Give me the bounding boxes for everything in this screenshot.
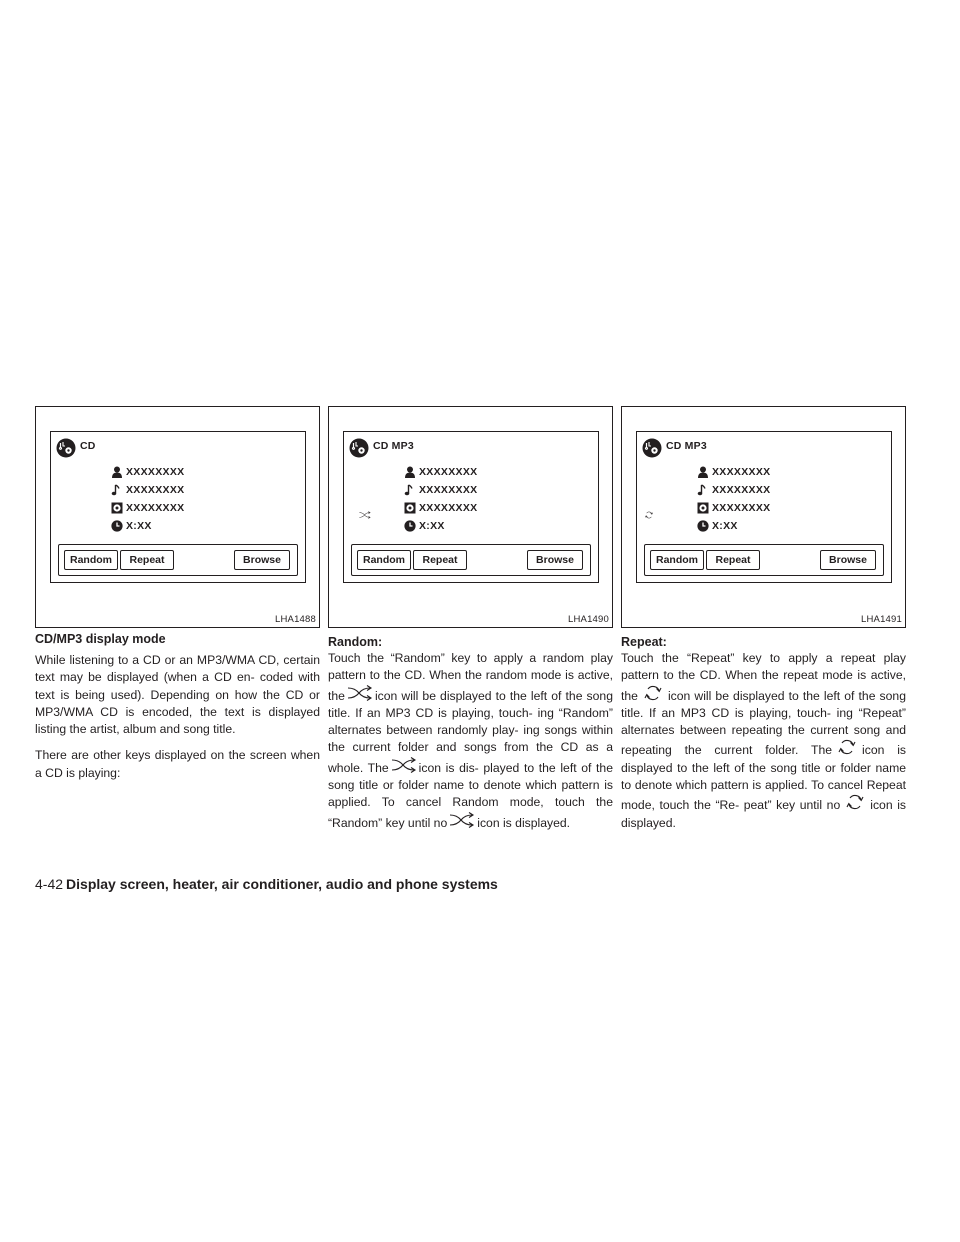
heading-display-mode: CD/MP3 display mode: [35, 632, 166, 646]
button-bar: [58, 544, 298, 576]
clock-icon: [111, 520, 123, 532]
song-text: XXXXXXXX: [126, 484, 185, 496]
artist-row: [697, 465, 770, 479]
album-icon: [404, 502, 416, 514]
repeat-text-1: Touch the “Repeat” key to apply a repeat play pattern to the CD. When the repeat mode is active, the: [621, 651, 906, 703]
screen-cd-mp3-repeat: [636, 431, 892, 583]
column-display-mode: [35, 632, 320, 791]
section-title: Display screen, heater, air conditioner, audio and phone systems: [66, 876, 498, 892]
artist-icon: [404, 466, 416, 478]
repeat-icon: [840, 794, 870, 810]
column-random: [328, 635, 613, 841]
album-icon: [111, 502, 123, 514]
paragraph-display-mode: While listening to a CD or an MP3/WMA CD, certain text may be displayed (when a CD en- coded with text is being used). Depending on how the CD or MP3/WMA CD is encoded, the text is displayed listing the artist, album and song title.: [35, 653, 320, 737]
repeat-text-4: icon is displayed.: [621, 798, 907, 830]
artist-text: XXXXXXXX: [126, 466, 185, 478]
random-text-4: icon is displayed.: [477, 815, 571, 830]
random-text-3: icon is dis- played to the left of the song title or folder name to denote which pattern is applied. To cancel Random mode, touch the “Random” key until no: [328, 760, 613, 830]
source-title: CD: [80, 440, 96, 452]
repeat-button[interactable]: Repeat: [120, 550, 174, 570]
browse-button[interactable]: Browse: [234, 550, 290, 570]
heading-random: Random:: [328, 635, 383, 649]
random-button[interactable]: Random: [64, 550, 118, 570]
album-row: [697, 501, 770, 515]
figure-code: LHA1491: [860, 614, 902, 625]
cd-disc-icon: [642, 438, 662, 458]
screen-cd-mp3-random: [343, 431, 599, 583]
random-button[interactable]: Random: [357, 550, 411, 570]
figure-random-display: [328, 406, 613, 628]
song-icon: [111, 484, 123, 496]
clock-icon: [404, 520, 416, 532]
paragraph-random: [328, 650, 613, 832]
cd-disc-icon: [349, 438, 369, 458]
repeat-text-3: icon is displayed to the left of the song title or folder name to denote which pattern is applied. To cancel Repeat mode, touch the “Re- peat” key until no: [621, 743, 907, 813]
page-number: 4-42: [35, 876, 64, 892]
time-text: X:XX: [126, 520, 152, 532]
album-text: XXXXXXXX: [712, 502, 771, 514]
repeat-text-2: icon will be displayed to the left of the song title. If an MP3 CD is playing, touch- ing “Repeat” alternates between repeating the current song and repeating the current folder. The: [621, 688, 906, 758]
song-text: XXXXXXXX: [712, 484, 771, 496]
figure-code: LHA1490: [567, 614, 609, 625]
artist-icon: [111, 466, 123, 478]
button-bar: [351, 544, 591, 576]
repeat-icon: [642, 509, 656, 521]
paragraph-repeat: [621, 650, 906, 832]
artist-text: XXXXXXXX: [419, 466, 478, 478]
album-row: [111, 501, 184, 515]
random-text-2: icon will be displayed to the left of the song title. If an MP3 CD is playing, touch- ing “Random” alternates between randomly play- ing songs within the current folder and songs from the CD as a whole. The: [328, 688, 613, 775]
browse-button[interactable]: Browse: [820, 550, 876, 570]
time-row: [697, 519, 738, 533]
song-row: [404, 483, 477, 497]
artist-row: [111, 465, 184, 479]
album-text: XXXXXXXX: [419, 502, 478, 514]
repeat-icon: [832, 739, 862, 755]
album-icon: [697, 502, 709, 514]
time-row: [404, 519, 445, 533]
source-title: CD MP3: [373, 440, 414, 452]
button-bar: [644, 544, 884, 576]
artist-text: XXXXXXXX: [712, 466, 771, 478]
repeat-button[interactable]: Repeat: [706, 550, 760, 570]
random-text-1: Touch the “Random” key to apply a random play pattern to the CD. When the random mode is active, the: [328, 651, 613, 703]
time-text: X:XX: [712, 520, 738, 532]
screen-cd: [50, 431, 306, 583]
album-row: [404, 501, 477, 515]
album-text: XXXXXXXX: [126, 502, 185, 514]
browse-button[interactable]: Browse: [527, 550, 583, 570]
figure-repeat-display: [621, 406, 906, 628]
random-icon: [358, 509, 372, 521]
random-button[interactable]: Random: [650, 550, 704, 570]
figure-cd-display: [35, 406, 320, 628]
cd-disc-icon: [56, 438, 76, 458]
artist-row: [404, 465, 477, 479]
random-icon: [389, 757, 419, 773]
song-row: [697, 483, 770, 497]
song-row: [111, 483, 184, 497]
repeat-button[interactable]: Repeat: [413, 550, 467, 570]
song-icon: [697, 484, 709, 496]
song-text: XXXXXXXX: [419, 484, 478, 496]
random-icon: [345, 685, 375, 701]
time-text: X:XX: [419, 520, 445, 532]
repeat-icon: [638, 685, 668, 701]
figure-code: LHA1488: [274, 614, 316, 625]
clock-icon: [697, 520, 709, 532]
song-icon: [404, 484, 416, 496]
random-icon: [447, 812, 477, 828]
page-footer: [35, 876, 498, 892]
column-repeat: [621, 635, 906, 841]
heading-repeat: Repeat:: [621, 635, 667, 649]
paragraph-other-keys: There are other keys displayed on the screen when a CD is playing:: [35, 748, 320, 780]
time-row: [111, 519, 152, 533]
source-title: CD MP3: [666, 440, 707, 452]
artist-icon: [697, 466, 709, 478]
